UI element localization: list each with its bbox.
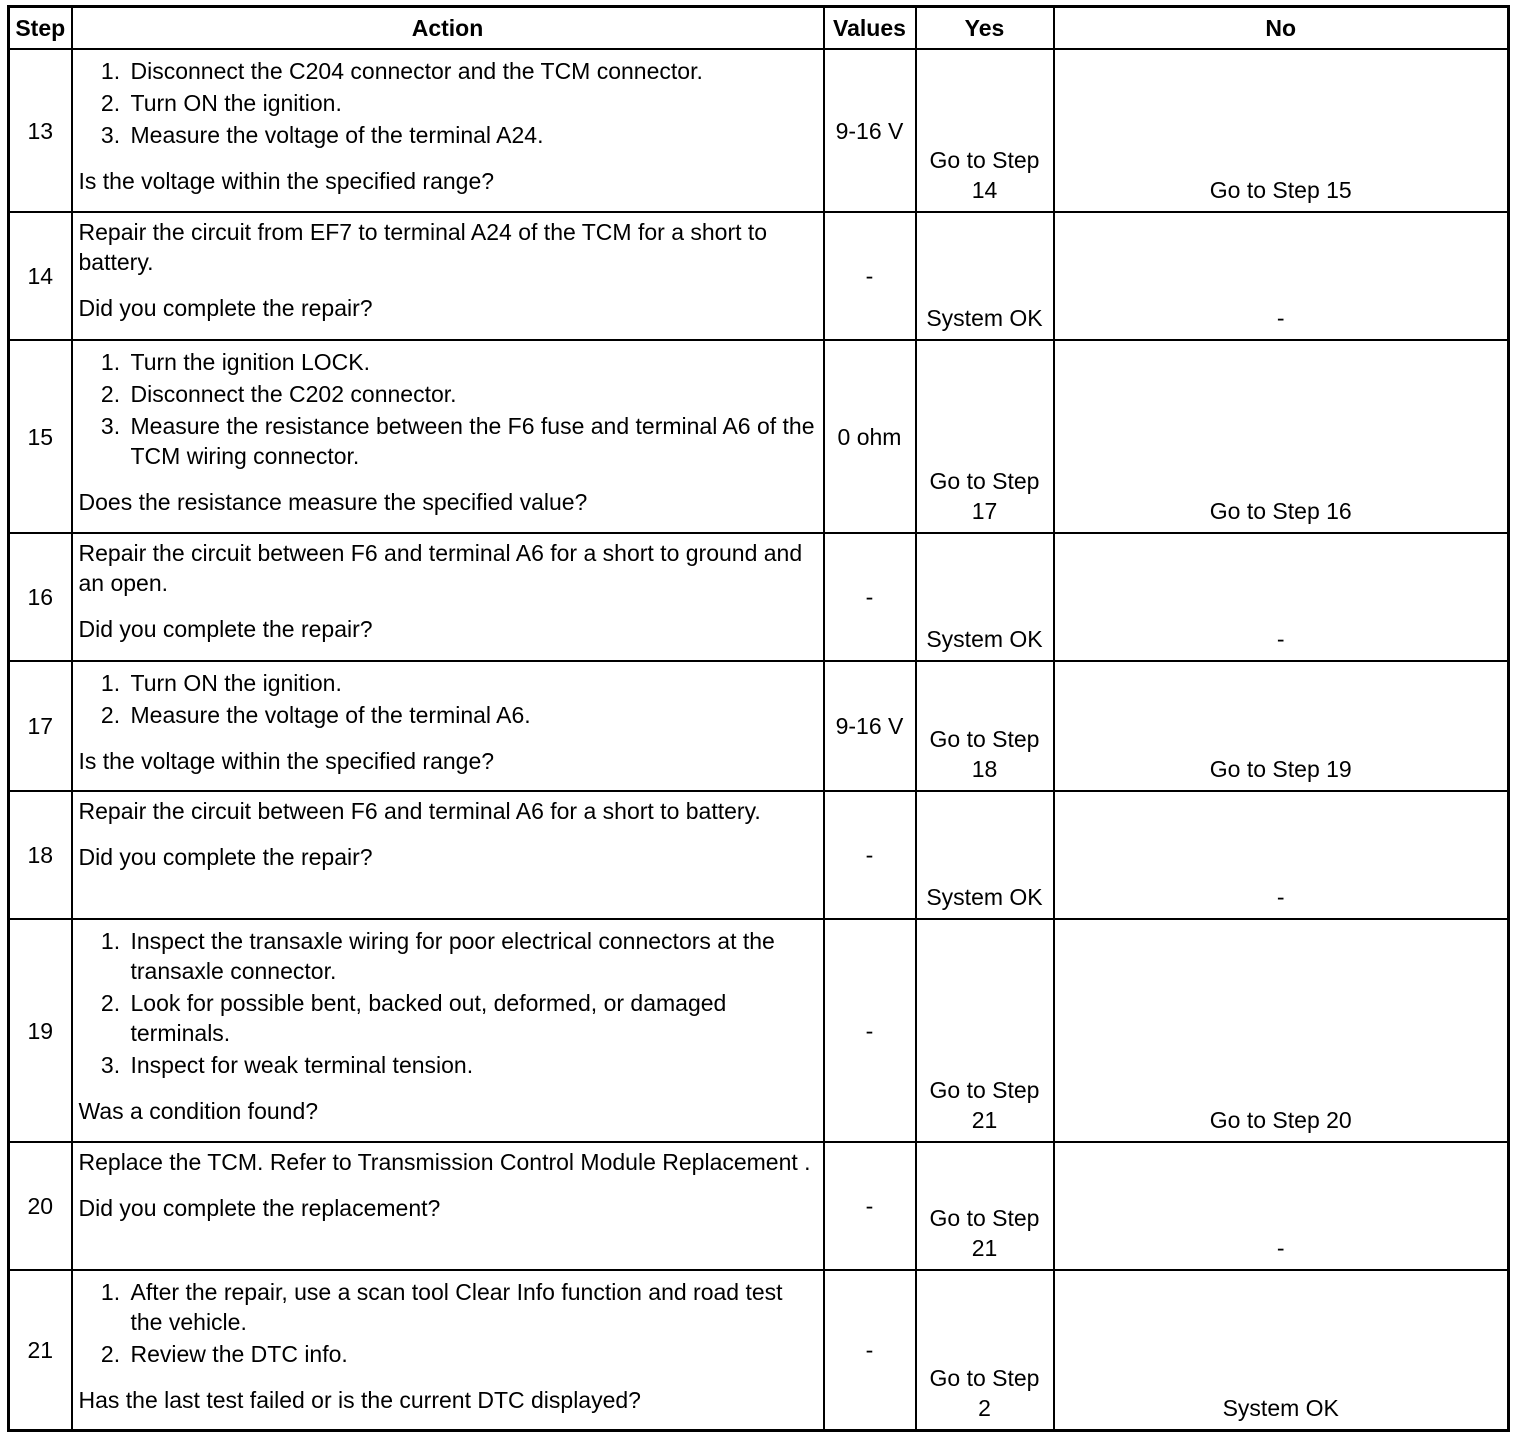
table-row — [9, 1142, 1509, 1270]
yes-cell: Go to Step 17 — [916, 340, 1054, 533]
yes-cell: Go to Step 21 — [916, 1142, 1054, 1270]
value-cell: - — [824, 791, 916, 919]
table-row — [9, 533, 1509, 661]
no-cell: Go to Step 20 — [1054, 919, 1509, 1142]
action-list — [79, 668, 819, 730]
step-number: 20 — [9, 1142, 72, 1270]
action-text: Repair the circuit from EF7 to terminal A24 of the TCM for a short to battery. — [78, 219, 768, 275]
diagnostic-table — [7, 5, 1510, 1432]
yes-cell: System OK — [916, 533, 1054, 661]
no-cell: - — [1054, 533, 1509, 661]
action-cell — [72, 1142, 824, 1270]
header-no: No — [1054, 7, 1509, 50]
yes-cell: System OK — [916, 791, 1054, 919]
action-cell — [72, 661, 824, 791]
header-yes: Yes — [916, 7, 1054, 50]
yes-cell: Go to Step 21 — [916, 919, 1054, 1142]
yes-cell: Go to Step 14 — [916, 49, 1054, 212]
action-list — [79, 926, 819, 1080]
action-question: Did you complete the repair? — [78, 295, 373, 321]
action-cell — [72, 340, 824, 533]
action-question: Is the voltage within the specified range? — [78, 748, 495, 774]
yes-cell: Go to Step 2 — [916, 1270, 1054, 1430]
action-item: 3. Inspect for weak terminal tension. — [127, 1050, 819, 1080]
action-question: Has the last test failed or is the current DTC displayed? — [78, 1387, 641, 1413]
action-question: Did you complete the repair? — [78, 844, 373, 870]
action-question: Is the voltage within the specified range? — [78, 168, 495, 194]
table-row — [9, 49, 1509, 212]
header-row — [9, 7, 1509, 50]
action-item: 1. After the repair, use a scan tool Clear Info function and road test the vehicle. — [127, 1277, 819, 1337]
step-number: 16 — [9, 533, 72, 661]
value-cell: 0 ohm — [824, 340, 916, 533]
action-item: 2. Review the DTC info. — [127, 1339, 819, 1369]
action-item: 2. Disconnect the C202 connector. — [127, 379, 819, 409]
table-row — [9, 340, 1509, 533]
yes-cell: System OK — [916, 212, 1054, 340]
action-cell — [72, 49, 824, 212]
no-cell: - — [1054, 1142, 1509, 1270]
no-cell: Go to Step 16 — [1054, 340, 1509, 533]
action-item: 1. Disconnect the C204 connector and the TCM connector. — [127, 56, 819, 86]
action-item: 1. Inspect the transaxle wiring for poor electrical connectors at the transaxle connector. — [127, 926, 819, 986]
table-row — [9, 919, 1509, 1142]
action-list — [79, 347, 819, 471]
action-cell — [72, 1270, 824, 1430]
table-row — [9, 661, 1509, 791]
action-item: 3. Measure the voltage of the terminal A24. — [127, 120, 819, 150]
table-row — [9, 791, 1509, 919]
action-cell — [72, 919, 824, 1142]
header-step: Step — [9, 7, 72, 50]
step-number: 18 — [9, 791, 72, 919]
action-text: Repair the circuit between F6 and terminal A6 for a short to ground and an open. — [78, 540, 803, 596]
no-cell: - — [1054, 791, 1509, 919]
value-cell: 9-16 V — [824, 661, 916, 791]
action-text: Repair the circuit between F6 and terminal A6 for a short to battery. — [78, 798, 761, 824]
value-cell: - — [824, 533, 916, 661]
no-cell: Go to Step 15 — [1054, 49, 1509, 212]
action-item: 2. Measure the voltage of the terminal A6. — [127, 700, 819, 730]
action-item: 3. Measure the resistance between the F6 fuse and terminal A6 of the TCM wiring connector. — [127, 411, 819, 471]
action-item: 1. Turn ON the ignition. — [127, 668, 819, 698]
table-row — [9, 212, 1509, 340]
action-list — [79, 56, 819, 150]
step-number: 15 — [9, 340, 72, 533]
step-number: 19 — [9, 919, 72, 1142]
action-cell — [72, 212, 824, 340]
action-question: Did you complete the replacement? — [78, 1195, 441, 1221]
no-cell: Go to Step 19 — [1054, 661, 1509, 791]
action-item: 1. Turn the ignition LOCK. — [127, 347, 819, 377]
yes-cell: Go to Step 18 — [916, 661, 1054, 791]
value-cell: - — [824, 212, 916, 340]
action-cell — [72, 791, 824, 919]
value-cell: - — [824, 1270, 916, 1430]
action-item: 2. Look for possible bent, backed out, deformed, or damaged terminals. — [127, 988, 819, 1048]
action-question: Did you complete the repair? — [78, 616, 373, 642]
header-values: Values — [824, 7, 916, 50]
value-cell: - — [824, 919, 916, 1142]
step-number: 21 — [9, 1270, 72, 1430]
action-item: 2. Turn ON the ignition. — [127, 88, 819, 118]
no-cell: System OK — [1054, 1270, 1509, 1430]
step-number: 17 — [9, 661, 72, 791]
action-list — [79, 1277, 819, 1369]
value-cell: - — [824, 1142, 916, 1270]
table-row — [9, 1270, 1509, 1430]
no-cell: - — [1054, 212, 1509, 340]
step-number: 14 — [9, 212, 72, 340]
header-action: Action — [72, 7, 824, 50]
step-number: 13 — [9, 49, 72, 212]
action-text: Replace the TCM. Refer to Transmission Control Module Replacement . — [78, 1149, 811, 1175]
value-cell: 9-16 V — [824, 49, 916, 212]
action-cell — [72, 533, 824, 661]
action-question: Was a condition found? — [78, 1098, 319, 1124]
action-question: Does the resistance measure the specified value? — [78, 489, 588, 515]
